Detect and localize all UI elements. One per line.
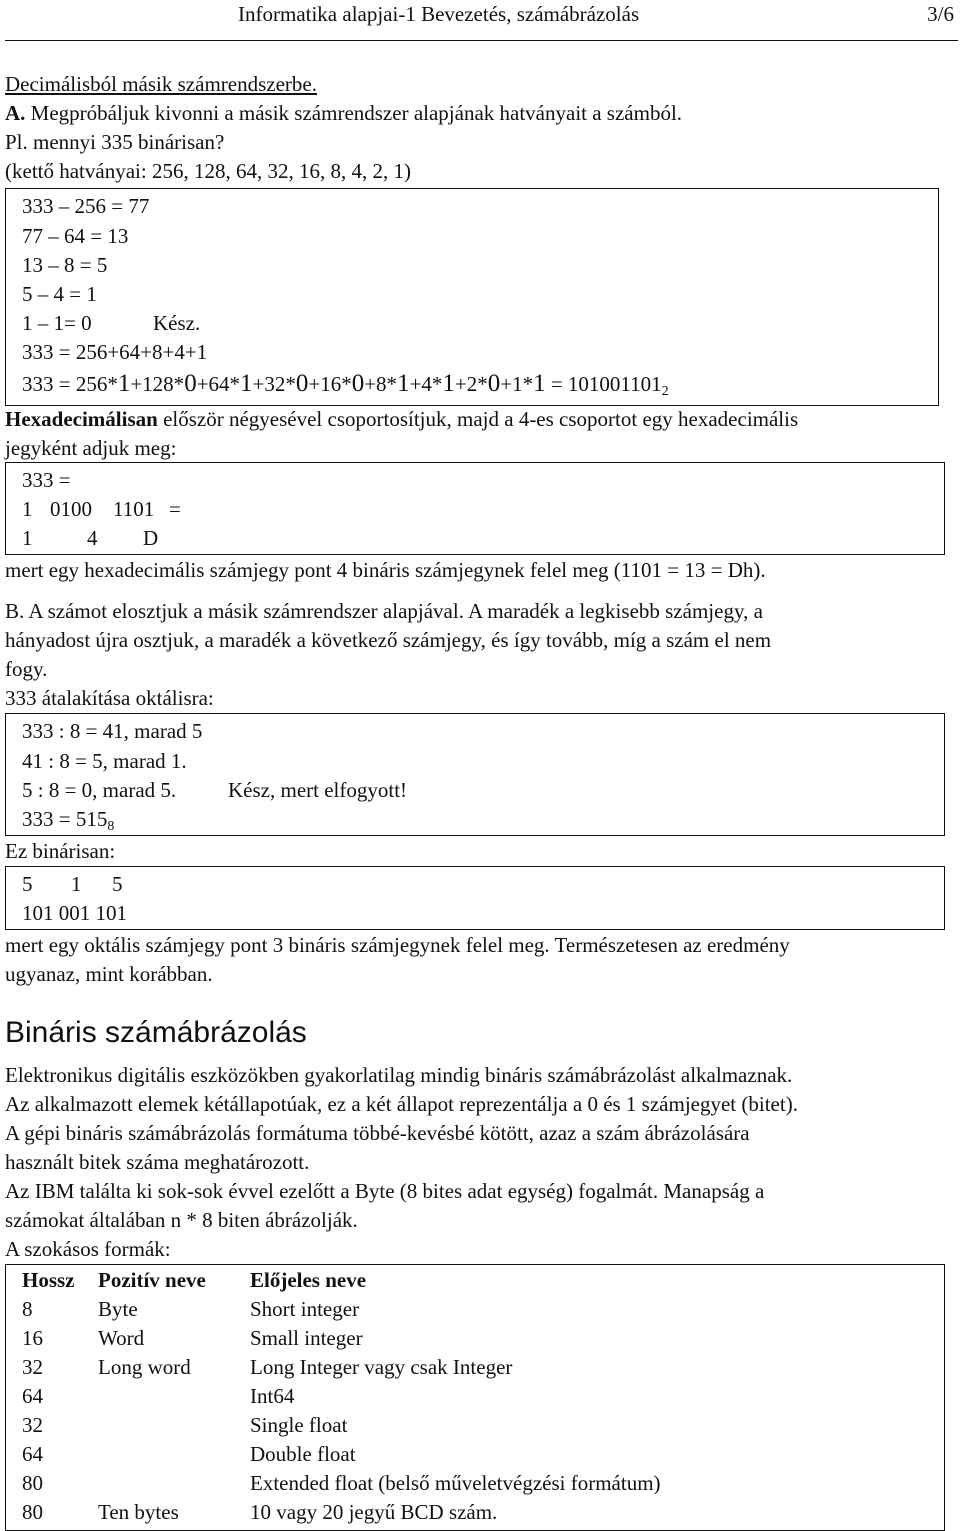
expansion-term: +32* [252,372,296,396]
octal-binary-box [5,866,945,930]
done-label: Kész. [153,311,201,335]
expansion-digit: 0 [295,370,309,397]
method-a-text: Megpróbáljuk kivonni a másik számrendszer alapjának hatványait a számból. [25,101,683,125]
table-cell: Word [98,1326,145,1350]
expansion-term: +4* [409,372,443,396]
done-label: Kész, mert elfogyott! [228,778,408,802]
paragraph-line: A gépi bináris számábrázolás formátuma többé-kevésbé kötött, azaz a szám ábrázolására [5,1121,750,1145]
subtraction-step: 333 – 256 = 77 [22,194,150,218]
example-line: Pl. mennyi 335 binárisan? [5,130,225,154]
subtraction-step: 13 – 8 = 5 [22,253,108,277]
hex-text: először négyesével csoportosítjuk, majd a 4-es csoportot egy hexadecimális [157,407,799,431]
expansion-digit: 0 [487,370,501,397]
hex-digit: 1 [22,526,33,550]
sum-line: 333 = 256+64+8+4+1 [22,340,208,364]
hex-box [5,462,945,555]
table-cell: 10 vagy 20 jegyű BCD szám. [250,1500,498,1524]
octal-digit: 1 [71,872,82,896]
expansion-digit: 1 [240,370,253,397]
header-divider [5,40,958,41]
paragraph-line: Elektronikus digitális eszközökben gyakorlatilag mindig bináris számábrázolást alkalmaznak. [5,1063,793,1087]
octal-note: mert egy oktális számjegy pont 3 bináris számjegynek felel meg. Természetesen az eredmény [5,933,790,957]
method-a-label: A. [5,101,26,125]
hex-note: mert egy hexadecimális számjegy pont 4 bináris számjegynek felel meg (1101 = 13 = Dh). [5,558,766,582]
expansion-digit: 0 [184,370,197,397]
table-cell: 64 [22,1384,43,1408]
expansion-digit: 1 [442,370,455,397]
section-title: Bináris számábrázolás [5,1016,307,1049]
hex-digit: D [143,526,159,550]
table-cell: Ten bytes [98,1500,179,1524]
binary-title: Ez binárisan: [5,839,116,863]
formats-table [5,1264,945,1531]
table-cell: 64 [22,1442,43,1466]
binary-expansion [22,369,669,399]
bin-group: 1 [22,497,33,521]
paragraph-line: Az IBM találta ki sok-sok évvel ezelőtt a Byte (8 bites adat egység) fogalmát. Manapság a [5,1179,765,1203]
expansion-term: +128* [130,372,185,396]
expansion-term: +16* [308,372,352,396]
hex-intro-line-2: jegyként adjuk meg: [5,436,177,460]
division-step: 5 : 8 = 0, marad 5. [22,778,177,802]
base-subscript: 2 [661,384,669,399]
octal-title: 333 átalakítása oktálisra: [5,686,214,710]
expansion-term: +2* [454,372,488,396]
table-header: Előjeles neve [250,1268,367,1292]
table-cell: 8 [22,1297,33,1321]
bin-group: 1101 [113,497,155,521]
binary-groups: 101 001 101 [22,901,127,925]
octal-result-text: 333 = 515 [22,807,108,831]
paragraph-line: A szokásos formák: [5,1237,171,1261]
paragraph-line: számokat általában n * 8 biten ábrázolják. [5,1208,358,1232]
method-b-line: B. A számot elosztjuk a másik számrendszer alapjával. A maradék a legkisebb számjegy, a [5,599,763,623]
section-heading: Decimálisból másik számrendszerbe. [5,72,317,96]
expansion-term: 333 = 256* [22,372,118,396]
paragraph-line: Az alkalmazott elemek kétállapotúak, ez a két állapot reprezentálja a 0 és 1 számjegyet (bitet). [5,1092,798,1116]
hex-box-line: 333 = [22,468,71,492]
hex-label: Hexadecimálisan [5,407,158,431]
octal-digit: 5 [22,872,33,896]
expansion-digit: 1 [117,370,131,397]
table-cell: Short integer [250,1297,360,1321]
hex-intro-line [5,405,798,434]
method-b-line: fogy. [5,657,48,681]
table-cell: 32 [22,1413,43,1437]
table-cell: Int64 [250,1384,295,1408]
expansion-term: +1* [500,372,534,396]
octal-result [22,805,114,834]
table-cell: Small integer [250,1326,363,1350]
expansion-digit: 1 [533,370,546,397]
division-step: 333 : 8 = 41, marad 5 [22,719,203,743]
expansion-term: +64* [196,372,241,396]
table-cell: 80 [22,1500,43,1524]
table-cell: 80 [22,1471,43,1495]
header-title: Informatika alapjai-1 Bevezetés, számábrázolás [238,2,640,26]
subtraction-step: 77 – 64 = 13 [22,224,129,248]
table-cell: 16 [22,1326,43,1350]
table-header: Hossz [22,1268,75,1292]
table-cell: Extended float (belső műveletvégzési formátum) [250,1471,661,1495]
expansion-result: = 101001101 [545,372,662,396]
bin-group: = [169,497,181,521]
octal-box [5,713,945,836]
expansion-term: +8* [364,372,398,396]
table-cell: Byte [98,1297,138,1321]
method-a-line [5,99,682,128]
subtraction-step: 1 – 1= 0 [22,311,92,335]
octal-note: ugyanaz, mint korábban. [5,962,213,986]
powers-line: (kettő hatványai: 256, 128, 64, 32, 16, 8, 4, 2, 1) [5,159,411,183]
subtraction-box [5,188,939,406]
page-number: 3/6 [927,2,954,26]
table-cell: Long word [98,1355,191,1379]
table-cell: 32 [22,1355,43,1379]
base-subscript: 8 [107,819,115,834]
expansion-digit: 0 [351,370,365,397]
bin-group: 0100 [50,497,92,521]
method-b-line: hányadost újra osztjuk, a maradék a következő számjegy, és így tovább, míg a szám el nem [5,628,772,652]
paragraph-line: használt bitek száma meghatározott. [5,1150,310,1174]
table-cell: Single float [250,1413,348,1437]
table-header: Pozitív neve [98,1268,206,1292]
hex-digit: 4 [87,526,98,550]
table-cell: Double float [250,1442,356,1466]
division-step: 41 : 8 = 5, marad 1. [22,749,187,773]
octal-digit: 5 [112,872,123,896]
expansion-digit: 1 [397,370,410,397]
table-cell: Long Integer vagy csak Integer [250,1355,513,1379]
subtraction-step: 5 – 4 = 1 [22,282,97,306]
